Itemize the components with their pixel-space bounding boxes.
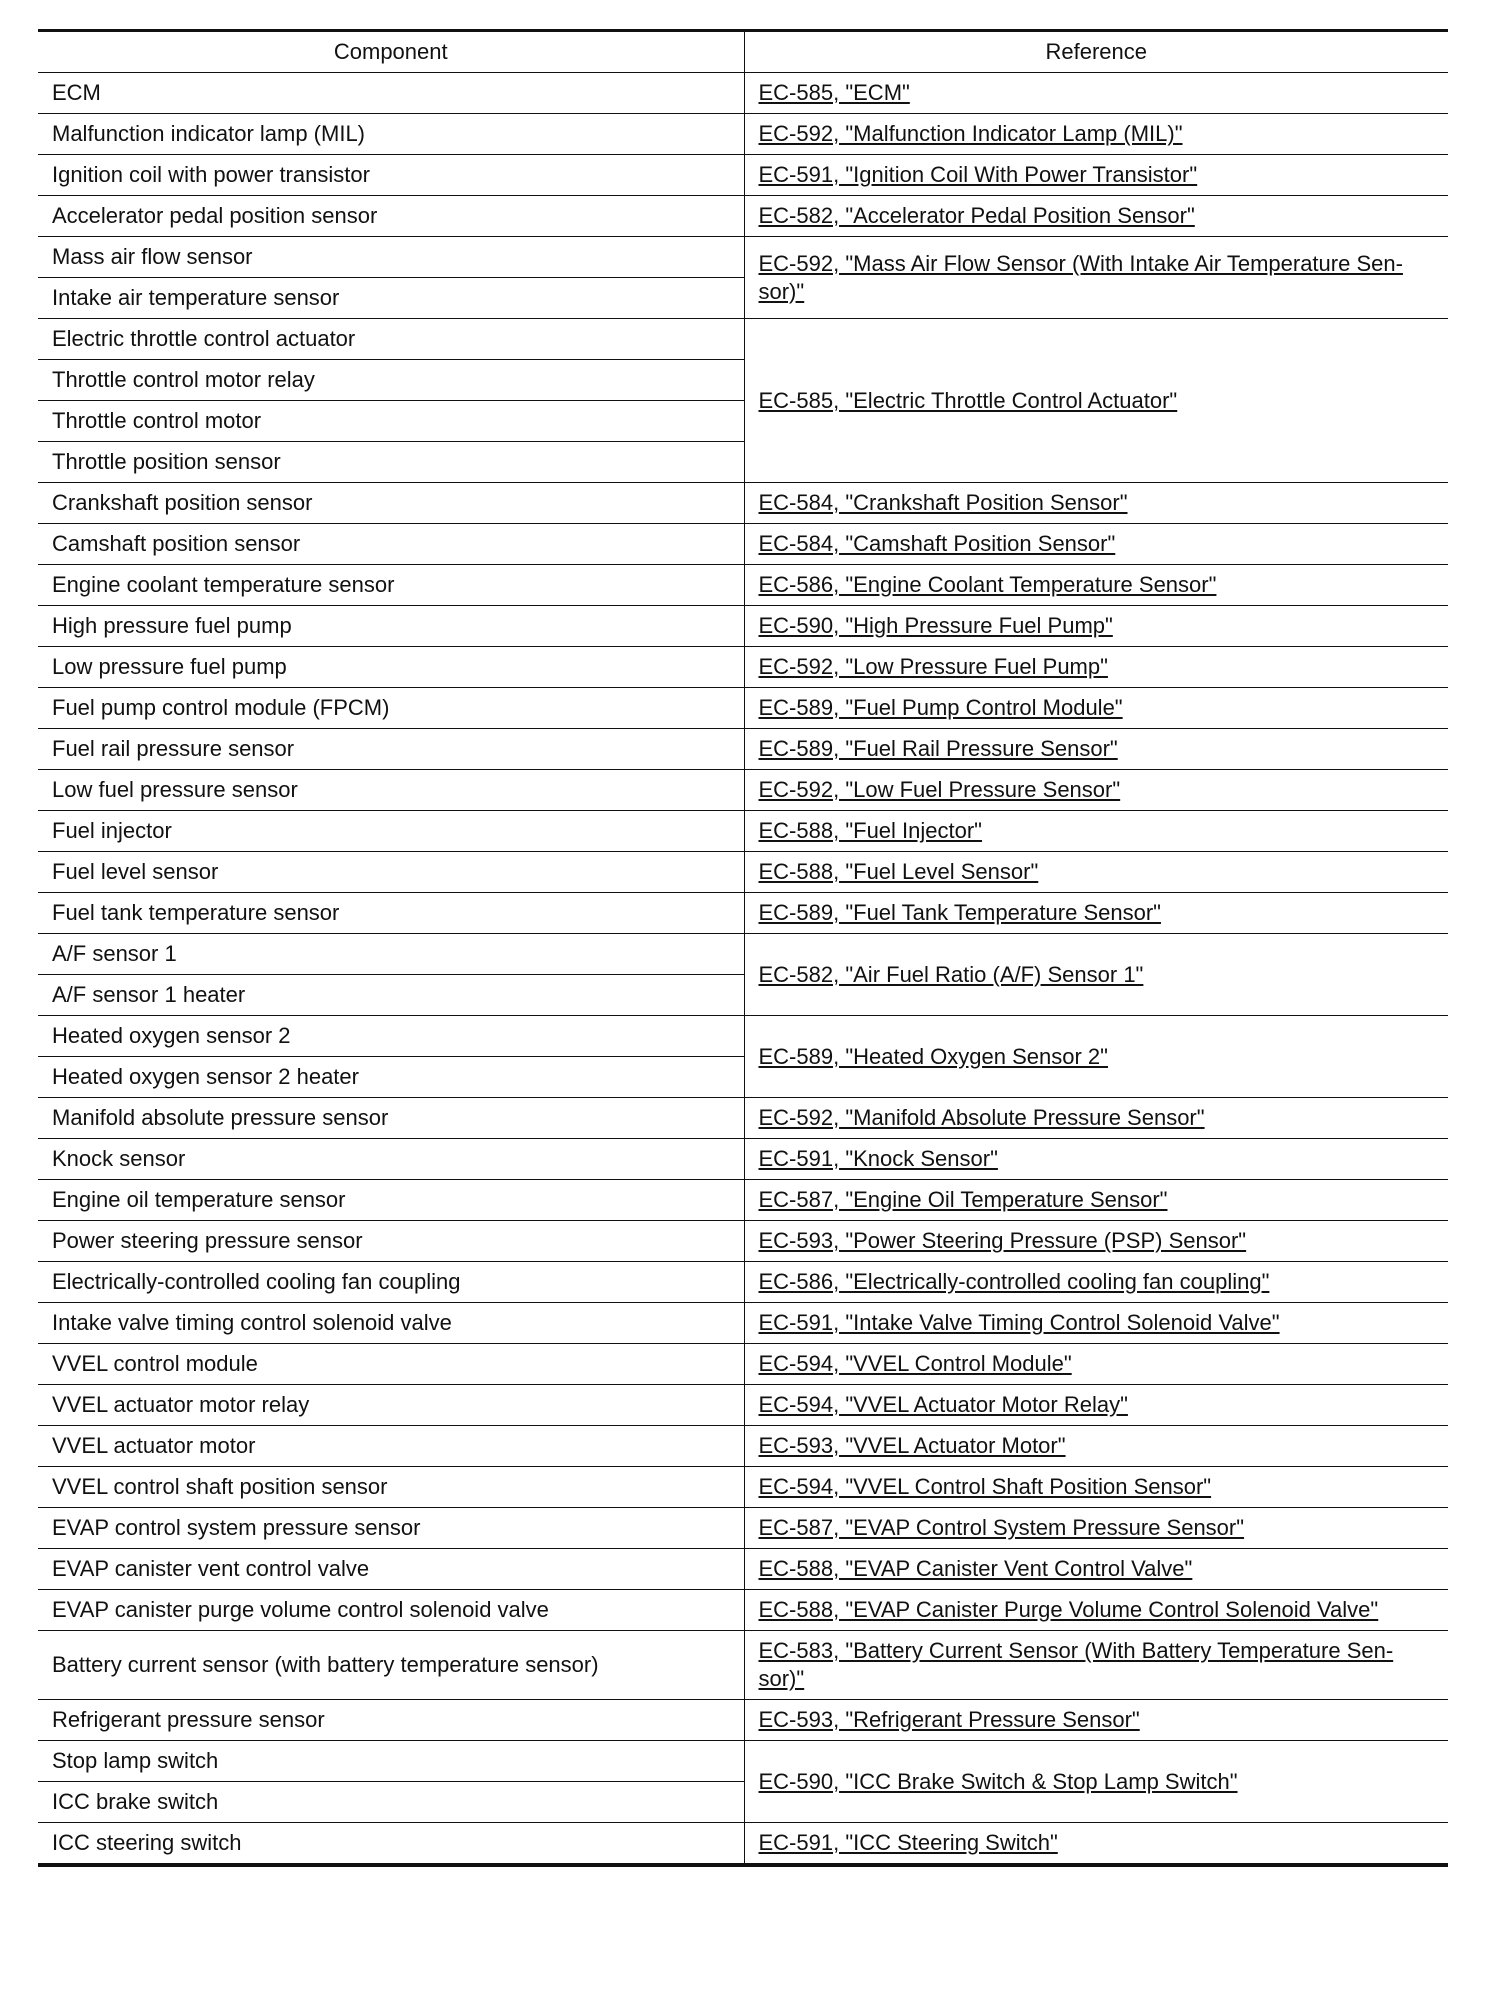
table-row [38,852,1448,893]
component-cell: Throttle control motor [38,401,744,442]
column-header-component: Component [38,31,744,73]
reference-cell [744,1344,1448,1385]
reference-link[interactable]: EC-592, "Manifold Absolute Pressure Sensor" [758,1105,1205,1130]
reference-link[interactable]: EC-589, "Fuel Tank Temperature Sensor" [758,900,1161,925]
table-row [38,770,1448,811]
component-cell: EVAP control system pressure sensor [38,1508,744,1549]
table-body [38,73,1448,1866]
component-cell: Throttle control motor relay [38,360,744,401]
component-cell: Crankshaft position sensor [38,483,744,524]
reference-link[interactable]: EC-585, "Electric Throttle Control Actuator" [758,387,1178,413]
reference-link[interactable]: EC-582, "Air Fuel Ratio (A/F) Sensor 1" [758,961,1144,987]
component-cell: Electrically-controlled cooling fan coupling [38,1262,744,1303]
reference-cell [744,319,1448,483]
component-cell: VVEL actuator motor relay [38,1385,744,1426]
component-cell: Camshaft position sensor [38,524,744,565]
component-cell: Fuel pump control module (FPCM) [38,688,744,729]
reference-cell [744,524,1448,565]
table-row [38,1508,1448,1549]
component-cell: A/F sensor 1 heater [38,975,744,1016]
reference-link[interactable]: EC-583, "Battery Current Sensor (With Battery Temperature Sen-sor)" [758,1638,1394,1691]
component-cell: Mass air flow sensor [38,237,744,278]
reference-cell [744,1590,1448,1631]
reference-link[interactable]: EC-593, "VVEL Actuator Motor" [758,1433,1066,1458]
table-row [38,1823,1448,1866]
table-header-row [38,31,1448,73]
reference-link[interactable]: EC-592, "Low Pressure Fuel Pump" [758,654,1108,679]
table-row [38,729,1448,770]
reference-cell [744,73,1448,114]
reference-link[interactable]: EC-588, "EVAP Canister Purge Volume Control Solenoid Valve" [758,1597,1379,1622]
component-cell: Throttle position sensor [38,442,744,483]
reference-link[interactable]: EC-593, "Refrigerant Pressure Sensor" [758,1707,1140,1732]
table-row [38,237,1448,278]
component-cell: High pressure fuel pump [38,606,744,647]
component-cell: ICC steering switch [38,1823,744,1866]
reference-link[interactable]: EC-592, "Mass Air Flow Sensor (With Intake Air Temperature Sen-sor)" [758,250,1403,304]
reference-link[interactable]: EC-586, "Engine Coolant Temperature Sensor" [758,572,1217,597]
component-cell: Engine coolant temperature sensor [38,565,744,606]
reference-cell [744,811,1448,852]
reference-link[interactable]: EC-591, "Knock Sensor" [758,1146,998,1171]
component-cell: Accelerator pedal position sensor [38,196,744,237]
reference-cell [744,1016,1448,1098]
component-cell: Refrigerant pressure sensor [38,1700,744,1741]
component-cell: ICC brake switch [38,1782,744,1823]
component-cell: EVAP canister purge volume control solenoid valve [38,1590,744,1631]
reference-cell [744,1385,1448,1426]
table-row [38,1098,1448,1139]
reference-link[interactable]: EC-587, "Engine Oil Temperature Sensor" [758,1187,1168,1212]
reference-cell [744,1139,1448,1180]
reference-link[interactable]: EC-588, "Fuel Level Sensor" [758,859,1039,884]
reference-cell [744,1631,1448,1700]
reference-cell [744,1180,1448,1221]
reference-link[interactable]: EC-588, "EVAP Canister Vent Control Valve" [758,1556,1193,1581]
reference-link[interactable]: EC-584, "Crankshaft Position Sensor" [758,490,1128,515]
table-row [38,1590,1448,1631]
reference-cell [744,934,1448,1016]
reference-link[interactable]: EC-589, "Fuel Rail Pressure Sensor" [758,736,1118,761]
table-row [38,73,1448,114]
column-header-reference: Reference [744,31,1448,73]
reference-cell [744,196,1448,237]
reference-cell [744,1303,1448,1344]
table-row [38,1262,1448,1303]
component-cell: Ignition coil with power transistor [38,155,744,196]
reference-cell [744,1262,1448,1303]
reference-link[interactable]: EC-592, "Malfunction Indicator Lamp (MIL)" [758,121,1183,146]
reference-link[interactable]: EC-587, "EVAP Control System Pressure Sensor" [758,1515,1245,1540]
reference-link[interactable]: EC-591, "Ignition Coil With Power Transistor" [758,162,1198,187]
reference-cell [744,1741,1448,1823]
reference-cell [744,893,1448,934]
component-cell: Power steering pressure sensor [38,1221,744,1262]
reference-cell [744,852,1448,893]
component-cell: VVEL control module [38,1344,744,1385]
table-row [38,1221,1448,1262]
reference-cell [744,1221,1448,1262]
component-cell: Fuel level sensor [38,852,744,893]
reference-cell [744,647,1448,688]
reference-link[interactable]: EC-590, "ICC Brake Switch & Stop Lamp Switch" [758,1768,1238,1794]
table-row [38,1700,1448,1741]
reference-link[interactable]: EC-586, "Electrically-controlled cooling fan coupling" [758,1269,1270,1294]
reference-cell [744,483,1448,524]
table-row [38,114,1448,155]
reference-link[interactable]: EC-591, "Intake Valve Timing Control Solenoid Valve" [758,1310,1280,1335]
reference-link[interactable]: EC-588, "Fuel Injector" [758,818,982,843]
reference-cell [744,729,1448,770]
table-row [38,155,1448,196]
table-row [38,483,1448,524]
reference-cell [744,1700,1448,1741]
reference-link[interactable]: EC-591, "ICC Steering Switch" [758,1830,1058,1855]
component-cell: ECM [38,73,744,114]
table-row [38,647,1448,688]
table-row [38,893,1448,934]
table-row [38,565,1448,606]
component-cell: EVAP canister vent control valve [38,1549,744,1590]
reference-link[interactable]: EC-594, "VVEL Control Shaft Position Sensor" [758,1474,1212,1499]
reference-link[interactable]: EC-582, "Accelerator Pedal Position Sensor" [758,203,1195,228]
reference-cell [744,770,1448,811]
table-row [38,1139,1448,1180]
component-cell: Intake valve timing control solenoid valve [38,1303,744,1344]
table-row [38,688,1448,729]
reference-cell [744,1549,1448,1590]
reference-link[interactable]: EC-584, "Camshaft Position Sensor" [758,531,1116,556]
reference-cell [744,155,1448,196]
table-row [38,319,1448,360]
table-row [38,1467,1448,1508]
component-cell: Fuel rail pressure sensor [38,729,744,770]
component-cell: Heated oxygen sensor 2 heater [38,1057,744,1098]
reference-cell [744,114,1448,155]
reference-cell [744,1098,1448,1139]
component-cell: Stop lamp switch [38,1741,744,1782]
component-cell: Heated oxygen sensor 2 [38,1016,744,1057]
reference-cell [744,1823,1448,1866]
table-row [38,1426,1448,1467]
table-row [38,1549,1448,1590]
reference-link[interactable]: EC-594, "VVEL Control Module" [758,1351,1072,1376]
table-row [38,606,1448,647]
reference-cell [744,1508,1448,1549]
table-row [38,196,1448,237]
reference-cell [744,1426,1448,1467]
table-row [38,1631,1448,1700]
component-cell: A/F sensor 1 [38,934,744,975]
component-cell: Manifold absolute pressure sensor [38,1098,744,1139]
table-row [38,524,1448,565]
component-cell: Fuel tank temperature sensor [38,893,744,934]
reference-cell [744,1467,1448,1508]
component-cell: Engine oil temperature sensor [38,1180,744,1221]
reference-link[interactable]: EC-594, "VVEL Actuator Motor Relay" [758,1392,1128,1417]
reference-cell [744,688,1448,729]
reference-link[interactable]: EC-585, "ECM" [758,80,910,105]
component-cell: Low fuel pressure sensor [38,770,744,811]
component-cell: VVEL actuator motor [38,1426,744,1467]
component-cell: Knock sensor [38,1139,744,1180]
table-row [38,1385,1448,1426]
component-cell: Electric throttle control actuator [38,319,744,360]
component-cell: Intake air temperature sensor [38,278,744,319]
reference-link[interactable]: EC-590, "High Pressure Fuel Pump" [758,613,1113,638]
component-cell: Malfunction indicator lamp (MIL) [38,114,744,155]
table-row [38,811,1448,852]
component-cell: Fuel injector [38,811,744,852]
table-row [38,1180,1448,1221]
reference-cell [744,565,1448,606]
reference-link[interactable]: EC-592, "Low Fuel Pressure Sensor" [758,777,1121,802]
table-row [38,1344,1448,1385]
component-cell: Low pressure fuel pump [38,647,744,688]
table-row [38,1741,1448,1782]
reference-link[interactable]: EC-589, "Fuel Pump Control Module" [758,695,1123,720]
reference-link[interactable]: EC-589, "Heated Oxygen Sensor 2" [758,1043,1108,1069]
reference-cell [744,237,1448,319]
component-cell: Battery current sensor (with battery temperature sensor) [38,1631,744,1700]
table-row [38,1303,1448,1344]
reference-link[interactable]: EC-593, "Power Steering Pressure (PSP) Sensor" [758,1228,1247,1253]
component-cell: VVEL control shaft position sensor [38,1467,744,1508]
table-row [38,934,1448,975]
reference-cell [744,606,1448,647]
table-row [38,1016,1448,1057]
component-reference-table [38,29,1448,1867]
